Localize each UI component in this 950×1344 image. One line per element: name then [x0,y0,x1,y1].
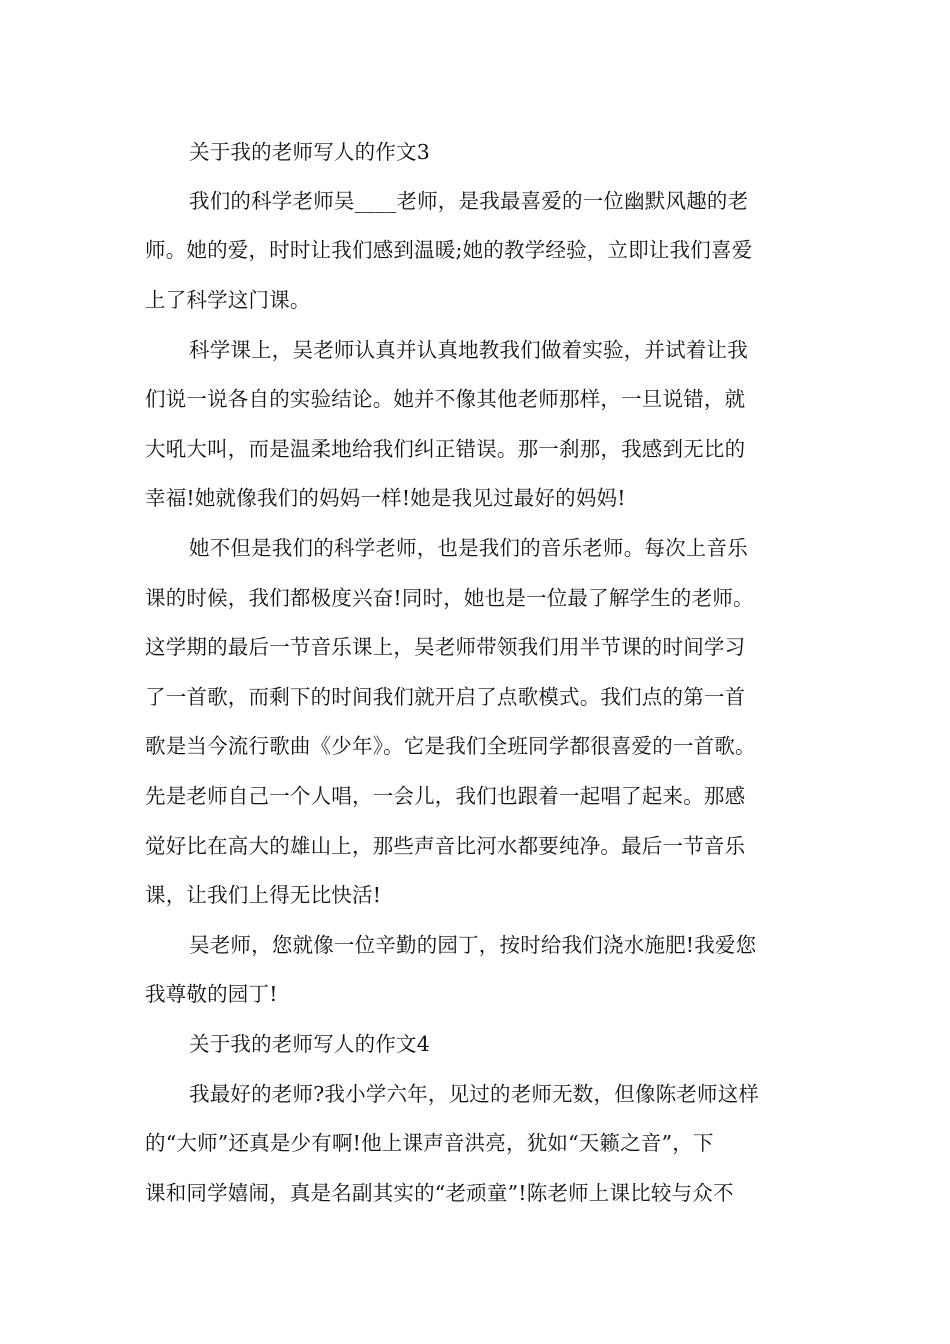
text-line: 的“大师”还真是少有啊!他上课声音洪亮，犹如“天籁之音”，下 [145,1131,714,1155]
essay-title-3: 关于我的老师写人的作文3 [189,140,430,164]
text-line: 课和同学嬉闹，真是名副其实的“老顽童”!陈老师上课比较与众不 [145,1181,734,1205]
text-line: 觉好比在高大的雄山上，那些声音比河水都要纯净。最后一节音乐 [145,834,746,858]
text-line: 大吼大叫，而是温柔地给我们纠正错误。那一刹那，我感到无比的 [145,437,746,461]
text-line: 了一首歌，而剩下的时间我们就开启了点歌模式。我们点的第一首 [145,685,746,709]
text-line: 我尊敬的园丁! [145,982,278,1006]
text-line: 课的时候，我们都极度兴奋!同时，她也是一位最了解学生的老师。 [145,586,754,610]
text-line: 师。她的爱，时时让我们感到温暖;她的教学经验，立即让我们喜爱 [145,238,753,262]
text-line: 吴老师，您就像一位辛勤的园丁，按时给我们浇水施肥!我爱您 [189,933,757,957]
text-line: 们说一说各自的实验结论。她并不像其他老师那样，一旦说错，就 [145,387,746,411]
text-line: 这学期的最后一节音乐课上，吴老师带领我们用半节课的时间学习 [145,635,746,659]
text-line: 我们的科学老师吴____老师，是我最喜爱的一位幽默风趣的老 [189,189,749,213]
text-line: 科学课上，吴老师认真并认真地教我们做着实验，并试着让我 [189,338,748,362]
text-line: 幸福!她就像我们的妈妈一样!她是我见过最好的妈妈! [145,486,626,510]
text-line: 课，让我们上得无比快活! [145,883,382,907]
text-line: 上了科学这门课。 [145,288,311,312]
text-line: 先是老师自己一个人唱，一会儿，我们也跟着一起唱了起来。那感 [145,784,746,808]
text-line: 我最好的老师?我小学六年，见过的老师无数，但像陈老师这样 [189,1082,760,1106]
text-line: 歌是当今流行歌曲《少年》。它是我们全班同学都很喜爱的一首歌。 [145,734,756,758]
essay-title-4: 关于我的老师写人的作文4 [189,1032,430,1056]
text-line: 她不但是我们的科学老师，也是我们的音乐老师。每次上音乐 [189,536,748,560]
